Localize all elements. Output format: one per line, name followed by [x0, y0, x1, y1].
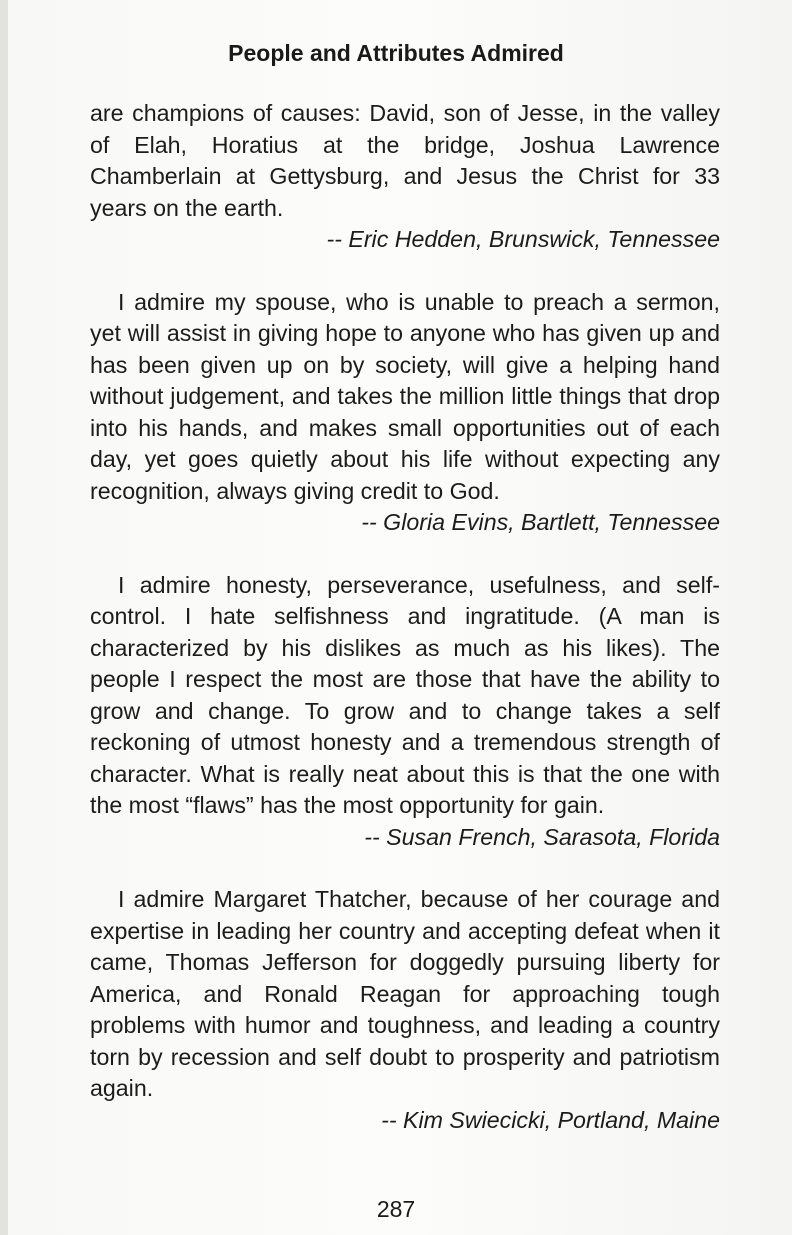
paragraph-spacer: [90, 853, 720, 884]
quote-paragraph: are champions of causes: David, son of Jesse, in the valley of Elah, Horatius at the bridge, Joshua Lawrence Chamberlain at Gettysburg, and Jesus the Christ for 33 years on the earth.: [90, 100, 720, 221]
paragraph-spacer: [90, 539, 720, 570]
page-edge-shadow: [0, 0, 8, 1235]
quote-paragraph: I admire my spouse, who is unable to preach a sermon, yet will assist in giving hope to anyone who has given up and has been given up on by society, will give a helping hand without judgement, and takes the million little things that drop into his hands, and makes small opportunities out of each day, yet goes quietly about his life without expecting any recognition, always giving credit to God.: [90, 288, 720, 504]
quote-attribution: -- Kim Swiecicki, Portland, Maine: [381, 1106, 720, 1133]
page-number: 287: [376, 1196, 416, 1222]
paragraph-spacer: [90, 256, 720, 287]
quote-paragraph: I admire Margaret Thatcher, because of her courage and expertise in leading her country and accepting defeat when it came, Thomas Jefferson for doggedly pursuing liberty for America, and Ronald Reagan for approaching tough problems with humor and toughness, and leading a country torn by recession and self doubt to prosperity and patriotism again.: [90, 886, 720, 1101]
quote-attribution: -- Gloria Evins, Bartlett, Tennessee: [361, 509, 720, 535]
page-body: [90, 98, 720, 1136]
quote-paragraph: I admire honesty, perseverance, usefulness, and self-control. I hate selfishness and ingratitude. (A man is characterized by his dislikes as much as his likes). The people I respect the most are those that have the ability to grow and change. To grow and to change takes a self reckoning of utmost honesty and a tremendous strength of character. What is really neat about this is that the one with the most “flaws” has the most opportunity for gain.: [90, 571, 720, 818]
running-head: People and Attributes Admired: [228, 40, 564, 66]
quote-attribution: -- Eric Hedden, Brunswick, Tennessee: [326, 226, 720, 252]
quote-attribution: -- Susan French, Sarasota, Florida: [364, 823, 720, 850]
